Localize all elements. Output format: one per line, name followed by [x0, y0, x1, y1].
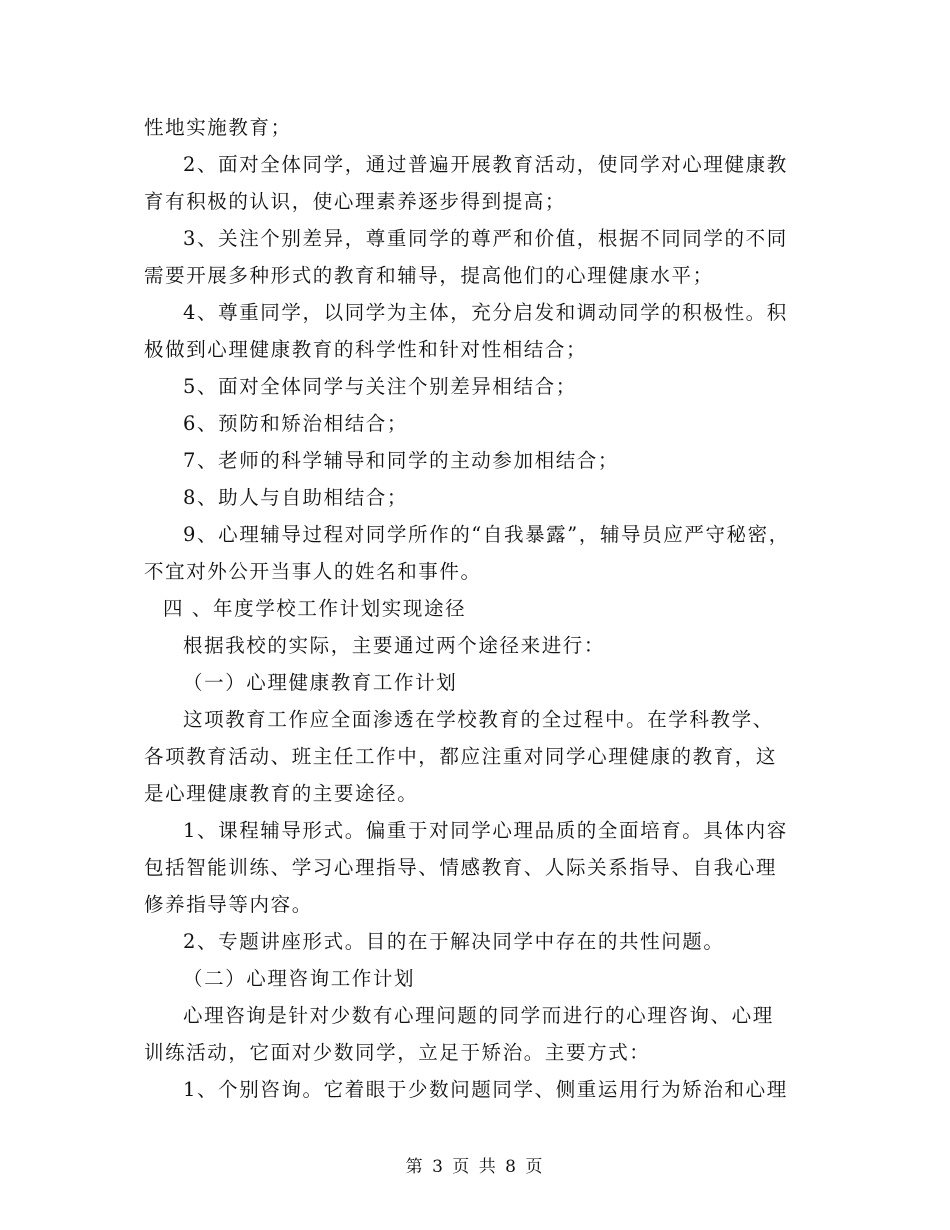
text-line: 训练活动，它面对少数同学，立足于矫治。主要方式：: [144, 1041, 651, 1064]
subsection-heading: （二）心理咨询工作计划: [183, 967, 416, 990]
text-line: 5、面对全体同学与关注个别差异相结合；: [183, 375, 577, 398]
text-line: 4、尊重同学，以同学为主体，充分启发和调动同学的积极性。积: [183, 301, 788, 324]
text-line: 不宜对外公开当事人的姓名和事件。: [144, 560, 482, 583]
text-line: 是心理健康教育的主要途径。: [144, 782, 419, 805]
text-line: 需要开展多种形式的教育和辅导，提高他们的心理健康水平；: [144, 264, 714, 287]
page-footer: 第 3 页 共 8 页: [405, 1157, 545, 1177]
text-line: 2、专题讲座形式。目的在于解决同学中存在的共性问题。: [183, 930, 725, 953]
text-line: 性地实施教育；: [144, 116, 292, 139]
section-heading: 四 、年度学校工作计划实现途径: [163, 597, 467, 620]
text-line: 根据我校的实际，主要通过两个途径来进行：: [183, 634, 606, 657]
text-line: 心理咨询是针对少数有心理问题的同学而进行的心理咨询、心理: [183, 1004, 774, 1027]
text-line: 包括智能训练、学习心理指导、情感教育、人际关系指导、自我心理: [144, 856, 778, 879]
text-line: 极做到心理健康教育的科学性和针对性相结合；: [144, 338, 588, 361]
text-line: 3、关注个别差异，尊重同学的尊严和价值，根据不同同学的不同: [183, 227, 788, 250]
text-line: 这项教育工作应全面渗透在学校教育的全过程中。在学科教学、: [183, 708, 774, 731]
text-line: 6、预防和矫治相结合；: [183, 412, 409, 435]
text-line: 1、课程辅导形式。偏重于对同学心理品质的全面培育。具体内容: [183, 819, 788, 842]
text-line: 2、面对全体同学，通过普遍开展教育活动，使同学对心理健康教: [183, 153, 788, 176]
text-line: 1、个别咨询。它着眼于少数问题同学、侧重运用行为矫治和心理: [183, 1078, 788, 1101]
text-line: 育有积极的认识，使心理素养逐步得到提高；: [144, 190, 567, 213]
text-line: 7、老师的科学辅导和同学的主动参加相结合；: [183, 449, 620, 472]
subsection-heading: （一）心理健康教育工作计划: [183, 671, 458, 694]
text-line: 修养指导等内容。: [144, 893, 313, 916]
text-line: 9、心理辅导过程对同学所作的“自我暴露”，辅导员应严守秘密，: [183, 523, 790, 546]
text-line: 各项教育活动、班主任工作中，都应注重对同学心理健康的教育，这: [144, 745, 778, 768]
text-line: 8、助人与自助相结合；: [183, 486, 409, 509]
